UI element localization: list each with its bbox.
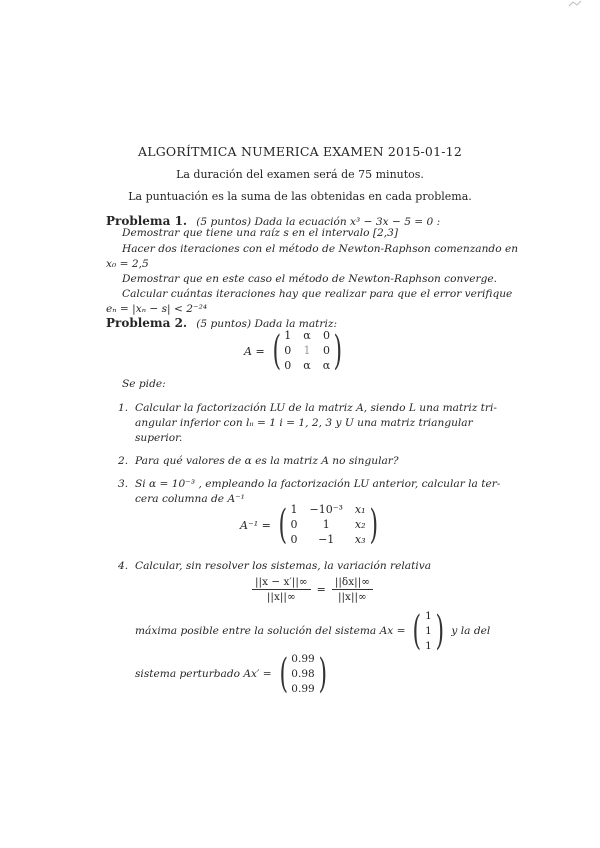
item3-number: 3.	[118, 478, 129, 490]
matrix-a-cell: 0	[284, 344, 292, 357]
se-pide: Se pide:	[122, 378, 166, 390]
duration-text: La duración del examen será de 75 minutos.	[176, 168, 424, 181]
left-paren: (	[279, 651, 288, 697]
item3-line: cera columna de A⁻¹	[135, 493, 245, 505]
problem1-line2a: Hacer dos iteraciones con el método de Newton-Raphson comenzando en	[122, 243, 519, 255]
corner-mark	[568, 0, 582, 8]
fraction-right-numerator: ||δx||∞	[332, 576, 373, 590]
right-paren: )	[318, 651, 327, 697]
equals-sign: =	[316, 583, 326, 596]
perturbed-text: sistema perturbado Ax′ =	[135, 668, 272, 680]
vector-x-cell: 1	[425, 625, 432, 637]
item4-line: Calcular, sin resolver los sistemas, la variación relativa	[135, 560, 432, 572]
maxima-text: máxima posible entre la solución del sistema Ax =	[135, 625, 406, 637]
item2-number: 2.	[118, 455, 129, 467]
matrix-a	[244, 329, 346, 373]
vector-xp-cell: 0.99	[291, 683, 315, 695]
inverse-cell: −10⁻³	[309, 503, 343, 516]
problem1-label: Problema 1.	[106, 214, 188, 228]
vector-x-cell: 1	[425, 640, 432, 652]
matrix-a-cell: α	[303, 359, 311, 372]
fraction-left-denominator: ||x||∞	[266, 591, 296, 603]
matrix-a-lhs: A =	[244, 344, 265, 358]
item1-number: 1.	[118, 402, 129, 414]
inverse-cell: −1	[318, 533, 335, 546]
vector-xp-cell: 0.98	[291, 668, 315, 680]
vector-x-cell: 1	[425, 610, 432, 622]
item3-line: Si α = 10⁻³ , empleando la factorización LU anterior, calcular la ter-	[135, 478, 501, 490]
right-paren: )	[435, 608, 444, 654]
left-paren: (	[278, 502, 287, 548]
perturbed-row	[135, 652, 330, 696]
fraction-left-numerator: ||x − x′||∞	[252, 576, 311, 590]
right-paren: )	[333, 328, 343, 374]
problem2-label: Problema 2.	[106, 316, 188, 330]
fraction-left	[252, 576, 311, 603]
problem1-intro: (5 puntos) Dada la ecuación x³ − 3x − 5 = 0 :	[196, 216, 441, 228]
fraction-right	[332, 576, 373, 603]
item1-line: superior.	[135, 432, 183, 444]
left-paren: (	[412, 608, 422, 654]
scoring-text: La puntuación es la suma de las obtenidas en cada problema.	[128, 190, 472, 203]
problem1-line1: Demostrar que tiene una raíz s en el intervalo [2,3]	[122, 227, 398, 239]
matrix-a-cell: 0	[284, 359, 292, 372]
item1-line: Calcular la factorización LU de la matriz A, siendo L una matriz tri-	[135, 402, 497, 414]
y-la-del-text: y la del	[451, 625, 491, 637]
right-paren: )	[369, 502, 378, 548]
inverse-cell: x₃	[354, 533, 366, 546]
vector-xp-cell: 0.99	[291, 653, 315, 665]
matrix-inverse-lhs: A⁻¹ =	[240, 518, 271, 532]
matrix-inverse	[240, 503, 381, 547]
fraction-right-denominator: ||x||∞	[337, 591, 367, 603]
inverse-cell: 0	[290, 533, 298, 546]
problem1-line2b: x₀ = 2,5	[106, 258, 149, 270]
left-paren: (	[272, 328, 281, 374]
item4-number: 4.	[118, 560, 129, 572]
matrix-a-cell: α	[322, 359, 331, 372]
problem1-line4a: Calcular cuántas iteraciones hay que realizar para que el error verifique	[122, 288, 513, 300]
inverse-cell: 1	[322, 518, 330, 531]
matrix-a-cell: α	[303, 329, 311, 342]
inverse-cell: 0	[290, 518, 298, 531]
inverse-cell: 1	[290, 503, 298, 516]
item1-line: angular inferior con lᵢᵢ = 1 i = 1, 2, 3 y U una matriz triangular	[135, 417, 473, 429]
problem1-line3: Demostrar que en este caso el método de Newton-Raphson converge.	[122, 273, 498, 285]
matrix-a-cell: 0	[322, 329, 330, 342]
matrix-a-cell: 0	[322, 344, 330, 357]
maxima-row	[135, 609, 490, 653]
matrix-a-cell: 1	[284, 329, 292, 342]
inverse-cell: x₁	[354, 503, 366, 516]
exam-title: ALGORÍTMICA NUMERICA EXAMEN 2015-01-12	[138, 144, 462, 159]
inverse-cell: x₂	[354, 518, 366, 531]
problem1-line4b: eₙ = |xₙ − s| < 2⁻²⁴	[106, 303, 208, 315]
item2-line: Para qué valores de α es la matriz A no singular?	[135, 455, 399, 467]
problem2-intro: (5 puntos) Dada la matriz:	[196, 318, 338, 330]
relative-variation	[252, 576, 373, 603]
matrix-a-cell: 1	[303, 344, 311, 357]
